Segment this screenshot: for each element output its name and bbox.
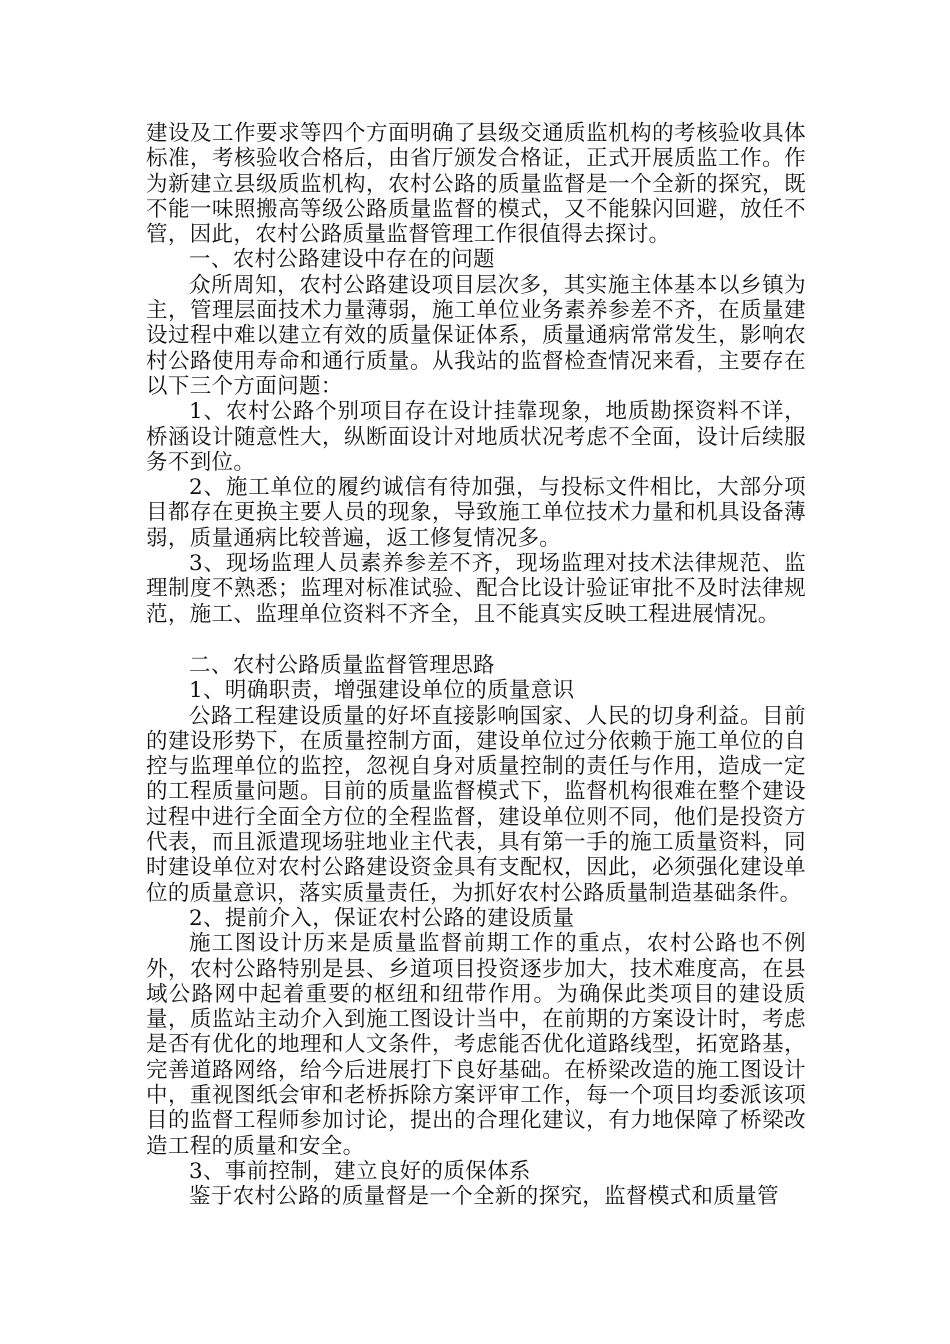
paragraph-problem-2: 2、施工单位的履约诚信有待加强，与投标文件相比，大部分项目都存在更换主要人员的现象，导致施工单位技术力量和机具设备薄弱，质量通病比较普遍，返工修复情况多。 bbox=[146, 475, 806, 551]
paragraph-responsibility: 公路工程建设质量的好坏直接影响国家、人民的切身利益。目前的建设形势下，在质量控制方面，建设单位过分依赖于施工单位的自控与监理单位的监控，忽视自身对质量控制的责任与作用，造成一定的工程质量问题。目前的质量监督模式下，监督机构很难在整个建设过程中进行全面全方位的全程监督，建设单位则不同，他们是投资方代表，而且派遣现场驻地业主代表，具有第一手的施工质量资料，同时建设单位对农村公路建设资金具有支配权，因此，必须强化建设单位的质量意识，落实质量责任，为抓好农村公路质量制造基础条件。 bbox=[146, 703, 806, 906]
subheading-responsibility: 1、明确职责，增强建设单位的质量意识 bbox=[189, 678, 575, 704]
paragraph-intro-continued: 建设及工作要求等四个方面明确了县级交通质监机构的考核验收具体标准，考核验收合格后，由省厅颁发合格证，正式开展质监工作。作为新建立县级质监机构，农村公路的质量监督是一个全新的探究，既不能一味照搬高等级公路质量监督的模式，又不能躲闪回避，放任不管，因此，农村公路质量监督管理工作很值得去探讨。 bbox=[146, 121, 806, 248]
paragraph-problem-3: 3、现场监理人员素养参差不齐，现场监理对技术法律规范、监理制度不熟悉；监理对标准试验、配合比设计验证审批不及时法律规范，施工、监理单位资料不齐全，且不能真实反映工程进展情况。 bbox=[146, 551, 806, 627]
subheading-early-involvement: 2、提前介入，保证农村公路的建设质量 bbox=[189, 905, 575, 931]
document-page bbox=[146, 121, 806, 1209]
section-heading-management: 二、农村公路质量监督管理思路 bbox=[189, 652, 495, 678]
blank-line bbox=[146, 627, 806, 653]
paragraph-prior-control: 鉴于农村公路的质量督是一个全新的探究，监督模式和质量管 bbox=[189, 1184, 779, 1210]
section-heading-problems: 一、农村公路建设中存在的问题 bbox=[189, 247, 495, 273]
paragraph-problems-overview: 众所周知，农村公路建设项目层次多，其实施主体基本以乡镇为主，管理层面技术力量薄弱，施工单位业务素养参差不齐，在质量建设过程中难以建立有效的质量保证体系，质量通病常常发生，影响农村公路使用寿命和通行质量。从我站的监督检查情况来看，主要存在以下三个方面问题： bbox=[146, 272, 806, 399]
subheading-prior-control: 3、事前控制，建立良好的质保体系 bbox=[189, 1158, 531, 1184]
paragraph-problem-1: 1、农村公路个别项目存在设计挂靠现象，地质勘探资料不详，桥涵设计随意性大，纵断面设计对地质状况考虑不全面，设计后续服务不到位。 bbox=[146, 399, 806, 475]
paragraph-early-involvement: 施工图设计历来是质量监督前期工作的重点，农村公路也不例外，农村公路特别是县、乡道项目投资逐步加大，技术难度高，在县域公路网中起着重要的枢纽和纽带作用。为确保此类项目的建设质量，质监站主动介入到施工图设计当中，在前期的方案设计时，考虑是否有优化的地理和人文条件，考虑能否优化道路线型，拓宽路基，完善道路网络，给今后进展打下良好基础。在桥梁改造的施工图设计中，重视图纸会审和老桥拆除方案评审工作，每一个项目均委派该项目的监督工程师参加讨论，提出的合理化建议，有力地保障了桥梁改造工程的质量和安全。 bbox=[146, 931, 806, 1159]
